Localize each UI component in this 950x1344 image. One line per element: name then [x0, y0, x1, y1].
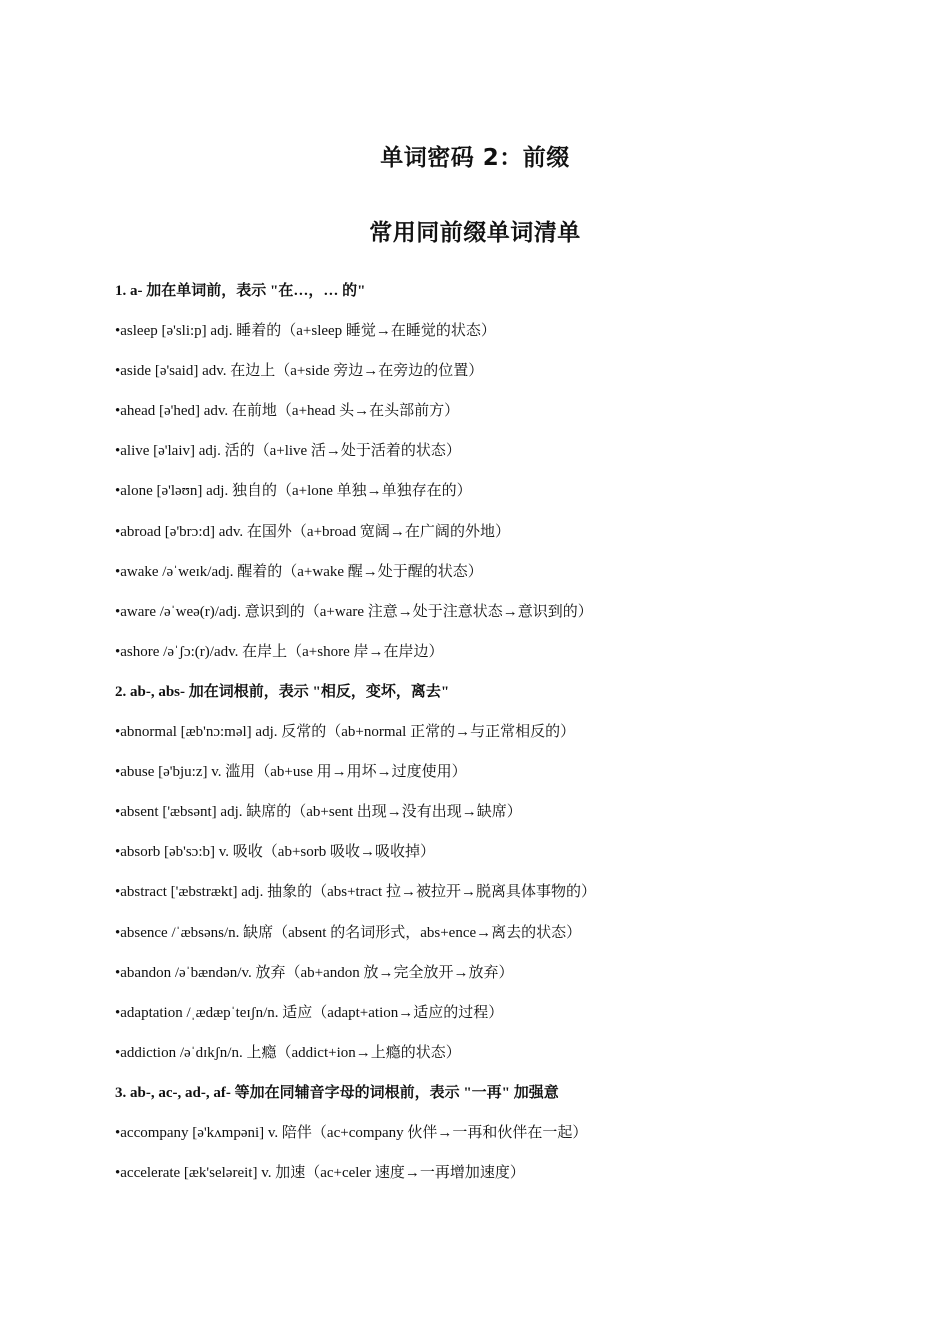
list-item: •addiction /əˈdɪkʃn/n. 上瘾（addict+ion→上瘾的状态） [115, 1044, 461, 1061]
list-item: •aside [ə'said] adv. 在边上（a+side 旁边→在旁边的位置） [115, 363, 484, 380]
list-item: •adaptation /ˌædæpˈteɪʃn/n. 适应（adapt+ation→适应的过程） [115, 1004, 504, 1021]
list-item: •absence /ˈæbsəns/n. 缺席（absent 的名词形式，abs+ence→离去的状态） [115, 924, 582, 941]
page-subtitle: 常用同前缀单词清单 [369, 220, 581, 246]
section-heading-ab: 2. ab-, abs- 加在词根前，表示 "相反，变坏，离去" [115, 683, 450, 700]
list-item: •aware /əˈweə(r)/adj. 意识到的（a+ware 注意→处于注意状态→意识到的） [115, 603, 593, 620]
list-item: •accompany [ə'kʌmpəni] v. 陪伴（ac+company 伙伴→一再和伙伴在一起） [115, 1124, 588, 1141]
list-item: •abstract ['æbstrækt] adj. 抽象的（abs+tract 拉→被拉开→脱离具体事物的） [115, 884, 596, 901]
section-heading-ac-ad-af: 3. ab-, ac-, ad-, af- 等加在同辅音字母的词根前，表示 "一再" 加强意 [115, 1084, 559, 1101]
list-item: •ashore /əˈʃɔ:(r)/adv. 在岸上（a+shore 岸→在岸边） [115, 643, 444, 660]
word-list [115, 280, 895, 1202]
section-heading-a: 1. a- 加在单词前，表示 "在…，… 的" [115, 283, 366, 299]
list-item: •alone [ə'ləʊn] adj. 独自的（a+lone 单独→单独存在的） [115, 483, 472, 500]
list-item: •asleep [ə'sli:p] adj. 睡着的（a+sleep 睡觉→在睡觉的状态） [115, 323, 496, 340]
list-item: •abuse [ə'bju:z] v. 滥用（ab+use 用→用坏→过度使用） [115, 764, 467, 781]
list-item: •abroad [ə'brɔ:d] adv. 在国外（a+broad 宽阔→在广阔的外地） [115, 523, 510, 540]
list-item: •abandon /əˈbændən/v. 放弃（ab+andon 放→完全放开→放弃） [115, 964, 514, 981]
page-title: 单词密码 2：前缀 [380, 145, 570, 171]
list-item: •alive [ə'laiv] adj. 活的（a+live 活→处于活着的状态） [115, 443, 461, 460]
list-item: •abnormal [æb'nɔ:məl] adj. 反常的（ab+normal 正常的→与正常相反的） [115, 724, 576, 741]
list-item: •absorb [əb'sɔ:b] v. 吸收（ab+sorb 吸收→吸收掉） [115, 844, 435, 861]
list-item: •awake /əˈweɪk/adj. 醒着的（a+wake 醒→处于醒的状态） [115, 563, 483, 580]
list-item: •absent ['æbsənt] adj. 缺席的（ab+sent 出现→没有出现→缺席） [115, 804, 522, 821]
list-item: •ahead [ə'hed] adv. 在前地（a+head 头→在头部前方） [115, 403, 460, 420]
list-item: •accelerate [æk'seləreit] v. 加速（ac+celer 速度→一再增加速度） [115, 1165, 525, 1182]
